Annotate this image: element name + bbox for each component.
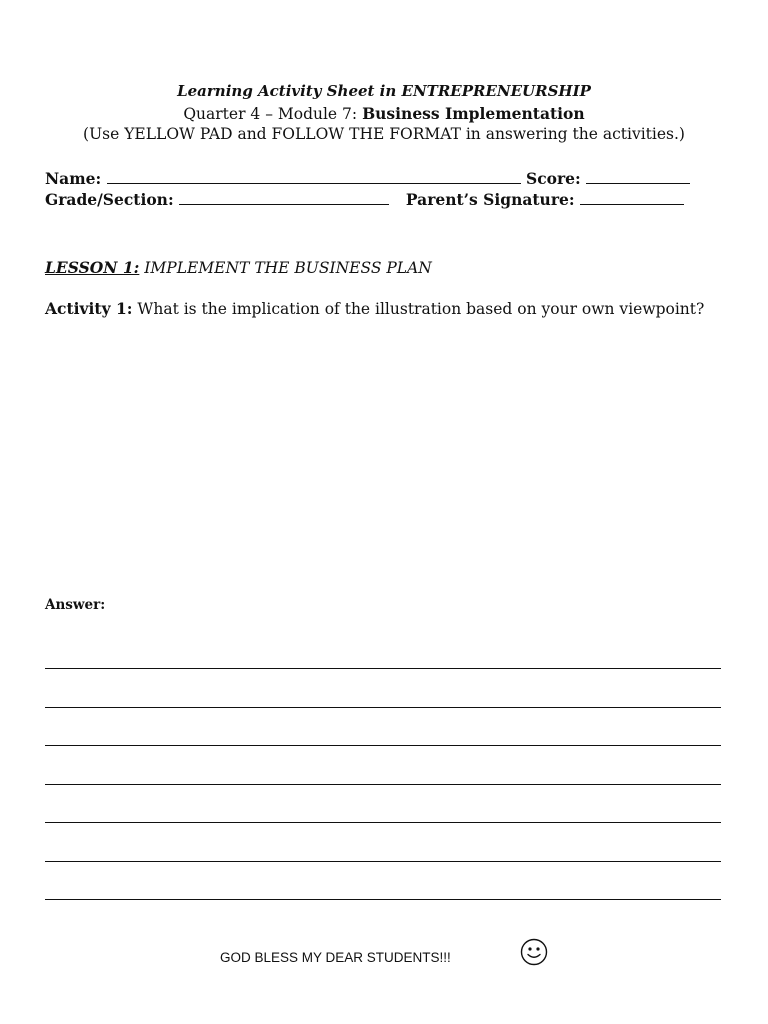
module-subtitle-prefix: Quarter 4 – Module 7: — [183, 105, 363, 123]
answer-line[interactable] — [45, 822, 721, 823]
instructions: (Use YELLOW PAD and FOLLOW THE FORMAT in answering the activities.) — [83, 125, 685, 143]
answer-line[interactable] — [45, 707, 721, 708]
smiley-face-icon — [520, 938, 548, 966]
activity-question: What is the implication of the illustration based on your own viewpoint? — [132, 300, 705, 318]
parent-signature-blank[interactable] — [580, 191, 684, 205]
footer-message: GOD BLESS MY DEAR STUDENTS!!! — [220, 950, 451, 965]
parent-signature-label: Parent’s Signature: — [405, 190, 575, 209]
grade-section-label: Grade/Section: — [45, 190, 174, 209]
answer-line[interactable] — [45, 745, 721, 746]
grade-signature-row — [45, 190, 684, 209]
name-blank[interactable] — [107, 170, 521, 184]
lesson-title: IMPLEMENT THE BUSINESS PLAN — [139, 259, 432, 277]
sheet-title: Learning Activity Sheet in ENTREPRENEURSHIP — [177, 82, 591, 100]
name-label: Name: — [45, 169, 102, 188]
score-label: Score: — [526, 169, 581, 188]
answer-line[interactable] — [45, 668, 721, 669]
answer-line[interactable] — [45, 899, 721, 900]
answer-label: Answer: — [45, 597, 106, 613]
lesson-heading — [45, 258, 432, 277]
grade-section-blank[interactable] — [179, 191, 389, 205]
lesson-label: LESSON 1: — [45, 258, 140, 277]
answer-line[interactable] — [45, 784, 721, 785]
activity-label: Activity 1: — [45, 299, 133, 318]
score-blank[interactable] — [586, 170, 690, 184]
module-subtitle-topic: Business Implementation — [362, 104, 585, 123]
answer-line[interactable] — [45, 861, 721, 862]
activity-prompt — [45, 293, 725, 325]
name-score-row — [45, 169, 690, 188]
module-subtitle — [0, 104, 768, 123]
